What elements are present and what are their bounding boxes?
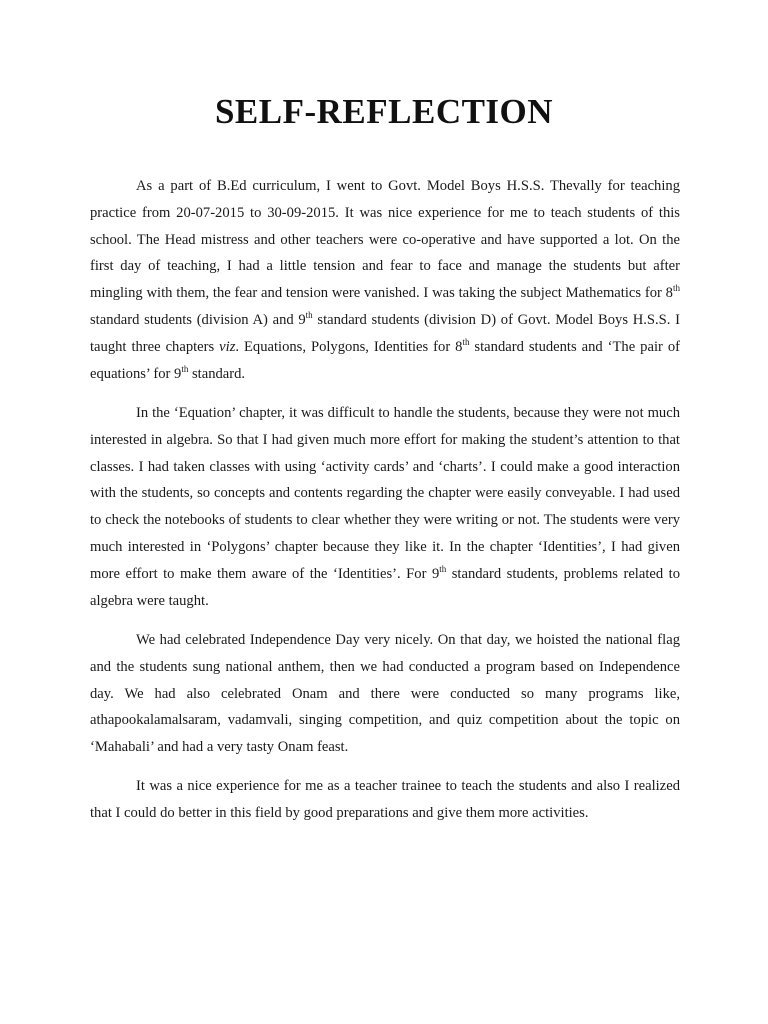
paragraph-1-text-e: standard students and ‘The pair of equations’ for 9 <box>90 338 680 382</box>
paragraph-1 <box>90 173 680 387</box>
paragraph-3: We had celebrated Independence Day very nicely. On that day, we hoisted the national flag and the students sung national anthem, then we had conducted a program based on Independence day. We had also celebrated Onam and there were conducted so many programs like, athapookalamalsaram, vadamvali, singing competition, and quiz competition about the topic on ‘Mahabali’ and had a very tasty Onam feast. <box>90 632 680 756</box>
paragraph-4: It was a nice experience for me as a teacher trainee to teach the students and also I realized that I could do better in this field by good preparations and give them more activities. <box>90 778 680 821</box>
paragraph-1-text-f: standard. <box>188 365 246 382</box>
ordinal-suffix: th <box>462 336 470 347</box>
paragraph-1-italic-viz: viz <box>219 338 236 355</box>
ordinal-suffix: th <box>181 363 189 374</box>
paragraph-1-text-d: . Equations, Polygons, Identities for 8 <box>235 338 463 355</box>
page-title: SELF-REFLECTION <box>214 92 554 131</box>
paragraph-1-text-a: As a part of B.Ed curriculum, I went to Govt. Model Boys H.S.S. Thevally for teaching practice from 20-07-2015 to 30-09-2015. It was nice experience for me to teach students of this school. The Head mistress and other teachers were co-operative and have supported a lot. On the first day of teaching, I had a little tension and fear to face and manage the students but after mingling with them, the fear and tension were vanished. I was taking the subject Mathematics for 8 <box>90 178 680 302</box>
paragraph-2-text-a: In the ‘Equation’ chapter, it was difficult to handle the students, because they were not much interested in algebra. So that I had given much more effort for making the student’s attention to that classes. I had taken classes with using ‘activity cards’ and ‘charts’. I could make a good interaction with the students, so concepts and contents regarding the chapter were easily conveyable. I had used to check the notebooks of students to clear whether they were writing or not. The students were very much interested in ‘Polygons’ chapter because they like it. In the chapter ‘Identities’, I had given more effort to make them aware of the ‘Identities’. For 9 <box>90 405 680 582</box>
paragraph-1-text-c: standard students (division D) of Govt. Model Boys H.S.S. I taught three chapters <box>90 311 680 355</box>
paragraph-2-text-b: standard students, problems related to algebra were taught. <box>90 565 681 609</box>
ordinal-suffix: th <box>672 283 680 294</box>
ordinal-suffix: th <box>439 563 447 574</box>
paragraph-1-text-b: standard students (division A) and 9 <box>90 311 306 328</box>
paragraph-2 <box>90 400 680 614</box>
ordinal-suffix: th <box>305 310 313 321</box>
